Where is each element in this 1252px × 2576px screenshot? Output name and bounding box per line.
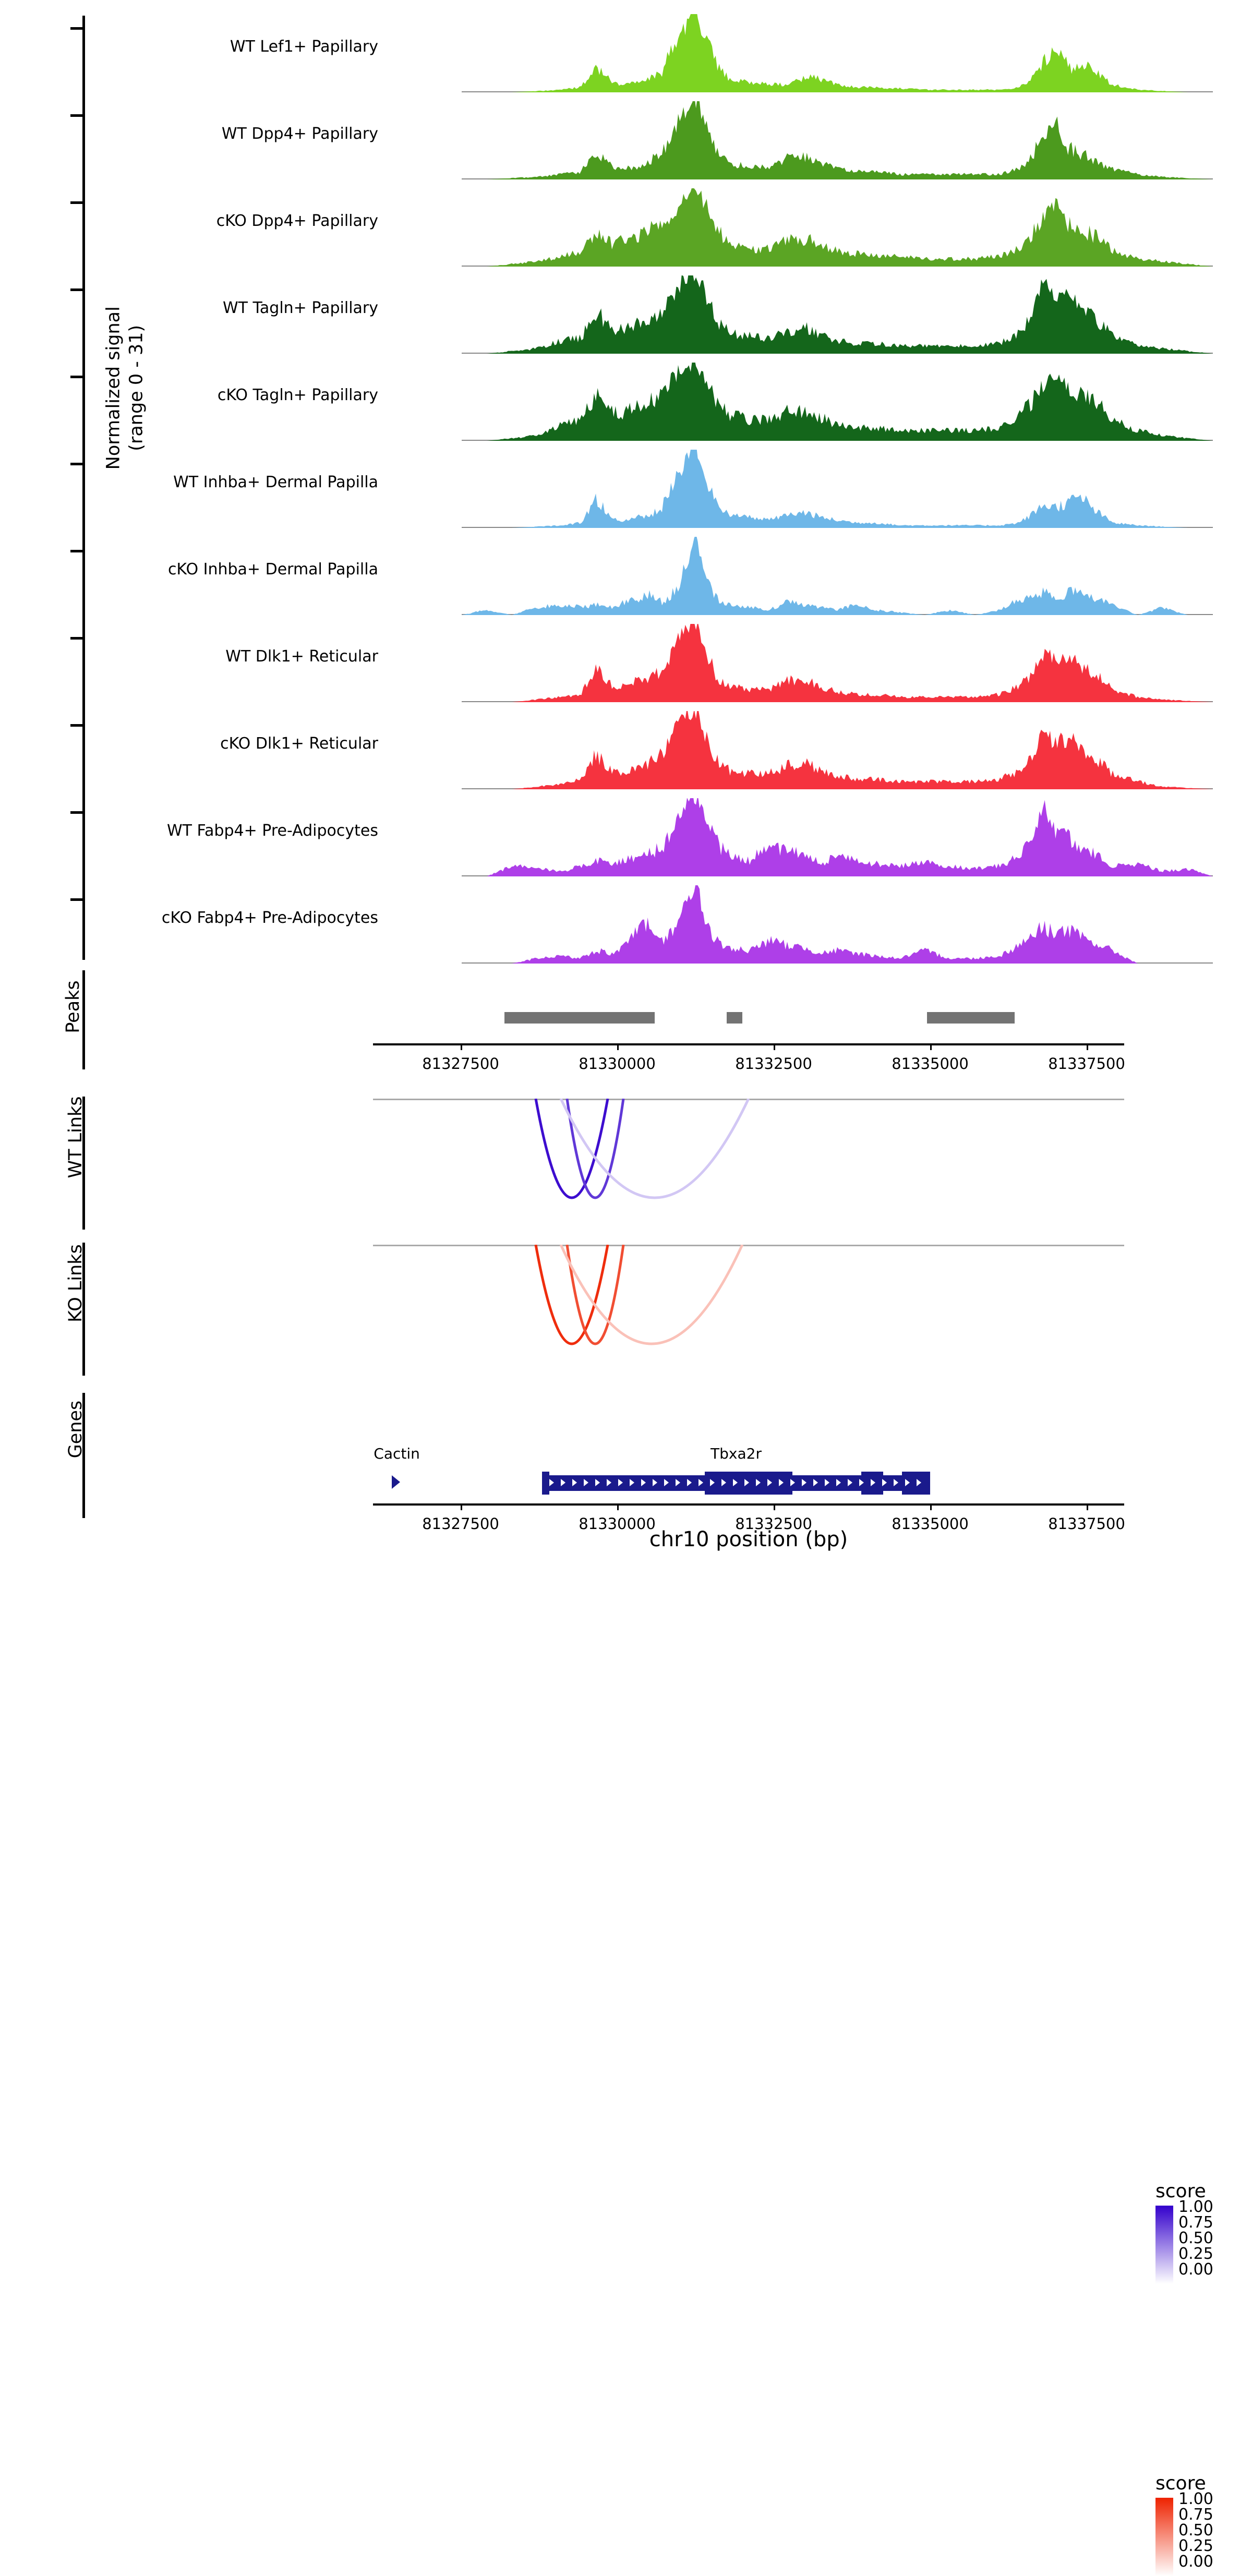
x-axis-tick (617, 1043, 619, 1050)
ko-score-legend-gradient (1155, 2498, 1173, 2576)
coverage-track (89, 11, 1132, 99)
genes-x-axis-tick-label: 81332500 (735, 1515, 812, 1533)
y-axis-tick (70, 637, 83, 640)
genes-x-axis-tick-label: 81337500 (1048, 1515, 1125, 1533)
coverage-area (462, 537, 1213, 615)
ko-score-legend (1155, 2473, 1252, 2571)
track-label: WT Lef1+ Papillary (230, 38, 378, 56)
link-arc (536, 1099, 608, 1198)
coverage-track (89, 534, 1132, 621)
coverage-track (89, 186, 1132, 273)
link-arc (561, 1245, 742, 1344)
track-label: cKO Dpp4+ Papillary (216, 212, 378, 230)
peak-bar (504, 1012, 655, 1024)
track-plot (462, 708, 1213, 796)
wt-score-tick-5: 0.00 (1178, 2260, 1213, 2279)
y-axis-tick (70, 376, 83, 378)
gene-strand-arrows (373, 1478, 1124, 1488)
track-label: cKO Inhba+ Dermal Papilla (167, 560, 378, 579)
y-axis-tick (70, 201, 83, 204)
coverage-track (89, 99, 1132, 186)
ko-links-plot (373, 1236, 1124, 1382)
peaks-block-label: Peaks (63, 980, 83, 1033)
x-axis-tick (1087, 1043, 1088, 1050)
wt-score-legend (1155, 2181, 1252, 2279)
wt-score-legend-ticks (1178, 2199, 1213, 2278)
link-arc (536, 1245, 608, 1344)
coverage-track (89, 796, 1132, 883)
x-axis-tick-label: 81327500 (422, 1055, 499, 1073)
y-axis-tick (70, 114, 83, 117)
coverage-area (462, 188, 1213, 267)
x-axis-tick-label: 81330000 (579, 1055, 656, 1073)
y-axis-tick (70, 288, 83, 291)
coverage-area (462, 363, 1213, 441)
track-plot (462, 883, 1213, 970)
wt-score-tick-4: 0.25 (1178, 2245, 1213, 2263)
wt-score-tick-2: 0.75 (1178, 2213, 1213, 2232)
link-arc (567, 1099, 623, 1198)
track-label: WT Tagln+ Papillary (223, 299, 378, 317)
y-axis-line (82, 16, 85, 960)
track-plot (462, 360, 1213, 447)
wt-link-arcs (373, 1099, 1124, 1229)
y-axis-tick (70, 463, 83, 465)
y-axis-tick (70, 27, 83, 30)
ko-link-arcs (373, 1245, 1124, 1375)
genes-x-axis (373, 1503, 1124, 1506)
peaks-plot (373, 965, 1124, 1085)
track-plot (462, 447, 1213, 534)
y-axis-tick (70, 550, 83, 552)
ko-score-tick-1: 1.00 (1178, 2490, 1213, 2508)
x-axis-label: chr10 position (bp) (649, 1527, 848, 1551)
gene-name: Tbxa2r (711, 1445, 762, 1462)
genes-x-axis-tick-label: 81327500 (422, 1515, 499, 1533)
genes-x-axis-tick (461, 1503, 462, 1510)
track-label: WT Fabp4+ Pre-Adipocytes (167, 822, 378, 840)
genes-x-axis-tick (617, 1503, 619, 1510)
peaks-block (0, 965, 1252, 1085)
track-plot (462, 273, 1213, 360)
x-axis-tick-label: 81335000 (892, 1055, 969, 1073)
track-label: cKO Fabp4+ Pre-Adipocytes (161, 909, 378, 927)
link-arc (561, 1099, 749, 1198)
track-label: WT Dpp4+ Papillary (221, 125, 378, 143)
peak-bar (727, 1012, 742, 1024)
y-axis-tick (70, 811, 83, 814)
track-plot (462, 99, 1213, 186)
x-axis-tick-label: 81337500 (1048, 1055, 1125, 1073)
coverage-area (462, 711, 1213, 789)
coverage-track (89, 708, 1132, 796)
coverage-track (89, 273, 1132, 360)
track-plot (462, 186, 1213, 273)
coverage-area (462, 624, 1213, 702)
wt-score-tick-3: 0.50 (1178, 2229, 1213, 2247)
track-label: WT Dlk1+ Reticular (225, 647, 378, 666)
coverage-area (462, 275, 1213, 354)
wt-links-plot (373, 1090, 1124, 1236)
ko-score-tick-3: 0.50 (1178, 2521, 1213, 2539)
wt-score-tick-1: 1.00 (1178, 2198, 1213, 2216)
track-plot (462, 796, 1213, 883)
ko-score-tick-4: 0.25 (1178, 2537, 1213, 2555)
genes-x-axis-tick (774, 1503, 775, 1510)
ko-score-legend-title: score (1155, 2473, 1206, 2494)
peak-bar (927, 1012, 1015, 1024)
coverage-track (89, 883, 1132, 970)
ko-score-tick-2: 0.75 (1178, 2506, 1213, 2524)
coverage-track (89, 360, 1132, 447)
coverage-area (462, 450, 1213, 528)
track-label: cKO Tagln+ Papillary (217, 386, 378, 404)
x-axis-tick (774, 1043, 775, 1050)
genes-block (0, 1388, 1252, 1565)
wt-score-legend-title: score (1155, 2181, 1206, 2202)
genes-x-axis-tick (930, 1503, 932, 1510)
x-axis-tick-label: 81332500 (735, 1055, 812, 1073)
y-axis-label-line2: (range 0 - 31) (126, 324, 147, 451)
track-plot (462, 534, 1213, 621)
track-plot (462, 11, 1213, 99)
coverage-area (462, 798, 1213, 876)
y-axis-tick (70, 898, 83, 901)
genes-block-label: Genes (65, 1400, 86, 1459)
wt-score-legend-gradient (1155, 2206, 1173, 2284)
x-axis-tick (461, 1043, 462, 1050)
ko-score-tick-5: 0.00 (1178, 2553, 1213, 2571)
gene-name: Cactin (374, 1445, 420, 1462)
genes-x-axis-tick (1087, 1503, 1088, 1510)
coverage-area (462, 101, 1213, 179)
wt-links-block-label: WT Links (65, 1096, 86, 1178)
genes-x-axis-tick-label: 81335000 (892, 1515, 969, 1533)
coverage-tracks-block (0, 0, 1252, 960)
ko-score-legend-ticks (1178, 2491, 1213, 2570)
coverage-track (89, 621, 1132, 708)
coverage-area (462, 885, 1213, 964)
peaks-x-axis (373, 1043, 1124, 1045)
ko-links-block-label: KO Links (65, 1244, 86, 1322)
x-axis-tick (930, 1043, 932, 1050)
track-label: cKO Dlk1+ Reticular (220, 735, 378, 753)
coverage-track (89, 447, 1132, 534)
genes-x-axis-tick-label: 81330000 (579, 1515, 656, 1533)
track-label: WT Inhba+ Dermal Papilla (173, 473, 378, 491)
y-axis-tick (70, 724, 83, 727)
track-plot (462, 621, 1213, 708)
coverage-area (462, 14, 1213, 92)
y-axis-label-line1: Normalized signal (103, 306, 124, 470)
